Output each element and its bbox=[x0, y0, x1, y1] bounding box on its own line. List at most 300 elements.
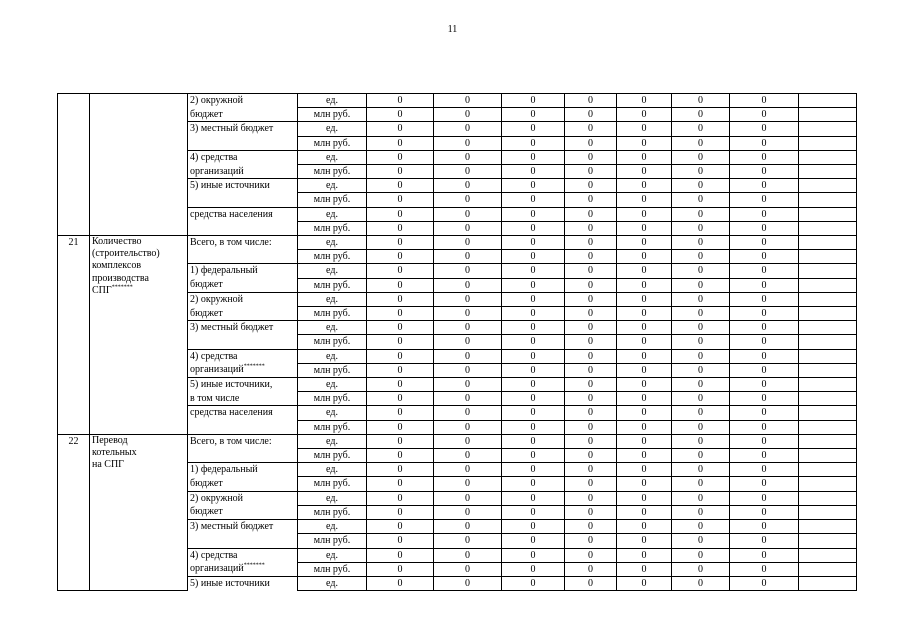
funding-source-cell bbox=[188, 150, 298, 164]
funding-source-cell bbox=[188, 392, 298, 406]
value-cell: 0 bbox=[367, 449, 434, 463]
funding-source-text: Всего, в том числе: bbox=[190, 237, 272, 249]
value-cell: 0 bbox=[617, 576, 672, 590]
value-cell bbox=[799, 434, 857, 448]
value-cell: 0 bbox=[672, 363, 730, 377]
value-cell bbox=[799, 165, 857, 179]
funding-source-text: бюджет bbox=[190, 307, 223, 319]
value-cell: 0 bbox=[565, 250, 617, 264]
unit-cell: ед. bbox=[298, 321, 367, 335]
funding-source-text: бюджет bbox=[190, 279, 223, 291]
value-cell: 0 bbox=[367, 406, 434, 420]
value-cell: 0 bbox=[565, 406, 617, 420]
indicator-text: котельных bbox=[92, 447, 137, 459]
value-cell: 0 bbox=[434, 520, 502, 534]
value-cell: 0 bbox=[617, 150, 672, 164]
unit-cell: млн руб. bbox=[298, 420, 367, 434]
value-cell: 0 bbox=[672, 250, 730, 264]
indicator-text: (строительство) bbox=[92, 248, 160, 260]
value-cell: 0 bbox=[502, 122, 565, 136]
funding-source-cell bbox=[188, 292, 298, 306]
funding-source-cell bbox=[188, 505, 298, 519]
value-cell: 0 bbox=[617, 363, 672, 377]
value-cell: 0 bbox=[367, 179, 434, 193]
value-cell: 0 bbox=[672, 520, 730, 534]
funding-source-cell bbox=[188, 349, 298, 363]
value-cell bbox=[799, 392, 857, 406]
value-cell: 0 bbox=[502, 136, 565, 150]
unit-cell: млн руб. bbox=[298, 363, 367, 377]
value-cell: 0 bbox=[730, 392, 799, 406]
value-cell: 0 bbox=[617, 406, 672, 420]
indicator-line bbox=[92, 236, 185, 248]
value-cell: 0 bbox=[730, 548, 799, 562]
funding-source-cell bbox=[188, 449, 298, 463]
value-cell: 0 bbox=[617, 165, 672, 179]
value-cell: 0 bbox=[434, 307, 502, 321]
unit-cell: млн руб. bbox=[298, 193, 367, 207]
value-cell: 0 bbox=[617, 264, 672, 278]
funding-source-cell bbox=[188, 420, 298, 434]
value-cell: 0 bbox=[730, 193, 799, 207]
indicator-text: Перевод bbox=[92, 434, 128, 446]
unit-cell: ед. bbox=[298, 94, 367, 108]
value-cell: 0 bbox=[672, 122, 730, 136]
value-cell: 0 bbox=[434, 406, 502, 420]
value-cell: 0 bbox=[672, 335, 730, 349]
value-cell: 0 bbox=[565, 534, 617, 548]
indicator-text: комплексов bbox=[92, 260, 142, 272]
value-cell: 0 bbox=[434, 434, 502, 448]
unit-cell: млн руб. bbox=[298, 449, 367, 463]
value-cell: 0 bbox=[672, 576, 730, 590]
value-cell: 0 bbox=[434, 207, 502, 221]
value-cell: 0 bbox=[434, 349, 502, 363]
unit-cell: млн руб. bbox=[298, 392, 367, 406]
value-cell: 0 bbox=[617, 321, 672, 335]
value-cell: 0 bbox=[434, 505, 502, 519]
value-cell: 0 bbox=[672, 534, 730, 548]
value-cell: 0 bbox=[730, 264, 799, 278]
value-cell: 0 bbox=[434, 477, 502, 491]
value-cell: 0 bbox=[565, 150, 617, 164]
value-cell: 0 bbox=[502, 349, 565, 363]
funding-source-cell bbox=[188, 207, 298, 221]
value-cell: 0 bbox=[367, 108, 434, 122]
value-cell: 0 bbox=[730, 122, 799, 136]
funding-source-cell bbox=[188, 463, 298, 477]
value-cell: 0 bbox=[502, 477, 565, 491]
value-cell: 0 bbox=[565, 392, 617, 406]
value-cell: 0 bbox=[367, 165, 434, 179]
value-cell: 0 bbox=[730, 307, 799, 321]
value-cell: 0 bbox=[434, 122, 502, 136]
value-cell: 0 bbox=[672, 505, 730, 519]
value-cell: 0 bbox=[672, 449, 730, 463]
funding-source-cell bbox=[188, 562, 298, 576]
value-cell bbox=[799, 264, 857, 278]
value-cell: 0 bbox=[565, 378, 617, 392]
funding-source-text: 4) средства bbox=[190, 350, 238, 362]
value-cell: 0 bbox=[367, 363, 434, 377]
unit-cell: млн руб. bbox=[298, 307, 367, 321]
value-cell: 0 bbox=[617, 434, 672, 448]
value-cell: 0 bbox=[672, 406, 730, 420]
value-cell: 0 bbox=[617, 505, 672, 519]
value-cell: 0 bbox=[367, 307, 434, 321]
value-cell: 0 bbox=[434, 463, 502, 477]
value-cell bbox=[799, 349, 857, 363]
unit-cell: ед. bbox=[298, 576, 367, 590]
value-cell: 0 bbox=[565, 94, 617, 108]
value-cell: 0 bbox=[367, 349, 434, 363]
value-cell bbox=[799, 94, 857, 108]
value-cell: 0 bbox=[502, 264, 565, 278]
value-cell: 0 bbox=[617, 477, 672, 491]
value-cell: 0 bbox=[617, 420, 672, 434]
value-cell: 0 bbox=[730, 136, 799, 150]
value-cell: 0 bbox=[565, 491, 617, 505]
value-cell: 0 bbox=[565, 349, 617, 363]
value-cell: 0 bbox=[565, 207, 617, 221]
value-cell: 0 bbox=[672, 420, 730, 434]
value-cell: 0 bbox=[672, 165, 730, 179]
value-cell: 0 bbox=[434, 562, 502, 576]
value-cell: 0 bbox=[617, 236, 672, 250]
indicator-line bbox=[92, 435, 185, 447]
funding-source-cell bbox=[188, 321, 298, 335]
row-number-cell bbox=[58, 236, 90, 435]
value-cell: 0 bbox=[730, 236, 799, 250]
value-cell: 0 bbox=[565, 122, 617, 136]
funding-source-text: организаций bbox=[190, 165, 244, 177]
value-cell: 0 bbox=[730, 520, 799, 534]
value-cell: 0 bbox=[730, 491, 799, 505]
value-cell: 0 bbox=[730, 434, 799, 448]
value-cell: 0 bbox=[617, 548, 672, 562]
unit-cell: ед. bbox=[298, 548, 367, 562]
value-cell bbox=[799, 278, 857, 292]
value-cell bbox=[799, 520, 857, 534]
value-cell bbox=[799, 406, 857, 420]
unit-cell: ед. bbox=[298, 434, 367, 448]
indicator-cell bbox=[90, 236, 188, 435]
value-cell: 0 bbox=[617, 307, 672, 321]
value-cell bbox=[799, 378, 857, 392]
value-cell: 0 bbox=[502, 392, 565, 406]
value-cell: 0 bbox=[672, 378, 730, 392]
unit-cell: ед. bbox=[298, 236, 367, 250]
value-cell: 0 bbox=[672, 562, 730, 576]
funding-source-cell bbox=[188, 307, 298, 321]
value-cell bbox=[799, 463, 857, 477]
funding-source-cell bbox=[188, 534, 298, 548]
value-cell: 0 bbox=[672, 392, 730, 406]
indicator-line bbox=[92, 447, 185, 459]
value-cell: 0 bbox=[730, 165, 799, 179]
value-cell: 0 bbox=[672, 491, 730, 505]
funding-source-cell bbox=[188, 378, 298, 392]
funding-source-text: 2) окружной bbox=[190, 95, 244, 106]
value-cell: 0 bbox=[502, 207, 565, 221]
value-cell: 0 bbox=[434, 136, 502, 150]
table-row bbox=[58, 94, 857, 108]
unit-cell: ед. bbox=[298, 207, 367, 221]
value-cell bbox=[799, 250, 857, 264]
value-cell: 0 bbox=[434, 193, 502, 207]
funding-source-text: 2) окружной bbox=[190, 492, 244, 504]
value-cell bbox=[799, 534, 857, 548]
value-cell: 0 bbox=[367, 505, 434, 519]
value-cell: 0 bbox=[565, 449, 617, 463]
value-cell bbox=[799, 548, 857, 562]
value-cell: 0 bbox=[502, 236, 565, 250]
value-cell: 0 bbox=[502, 378, 565, 392]
funding-source-cell bbox=[188, 335, 298, 349]
value-cell: 0 bbox=[434, 264, 502, 278]
value-cell: 0 bbox=[502, 108, 565, 122]
unit-cell: млн руб. bbox=[298, 108, 367, 122]
funding-source-text: 1) федеральный bbox=[190, 265, 258, 277]
value-cell: 0 bbox=[617, 292, 672, 306]
funding-source-cell bbox=[188, 264, 298, 278]
value-cell: 0 bbox=[565, 548, 617, 562]
indicator-line bbox=[92, 273, 185, 285]
value-cell: 0 bbox=[434, 321, 502, 335]
value-cell: 0 bbox=[730, 278, 799, 292]
value-cell: 0 bbox=[672, 548, 730, 562]
value-cell: 0 bbox=[730, 463, 799, 477]
value-cell: 0 bbox=[434, 548, 502, 562]
funding-source-text: 5) иные источники, bbox=[190, 379, 273, 391]
value-cell: 0 bbox=[502, 449, 565, 463]
funding-source-cell bbox=[188, 236, 298, 250]
value-cell: 0 bbox=[565, 562, 617, 576]
value-cell: 0 bbox=[367, 264, 434, 278]
funding-source-cell bbox=[188, 576, 298, 590]
value-cell: 0 bbox=[367, 193, 434, 207]
unit-cell: ед. bbox=[298, 122, 367, 136]
value-cell bbox=[799, 108, 857, 122]
value-cell bbox=[799, 150, 857, 164]
row-number: 22 bbox=[68, 435, 79, 447]
value-cell: 0 bbox=[672, 264, 730, 278]
value-cell: 0 bbox=[730, 420, 799, 434]
value-cell: 0 bbox=[367, 122, 434, 136]
value-cell: 0 bbox=[502, 505, 565, 519]
value-cell: 0 bbox=[367, 94, 434, 108]
funding-source-cell bbox=[188, 122, 298, 136]
value-cell: 0 bbox=[730, 335, 799, 349]
table-row bbox=[58, 434, 857, 448]
unit-cell: млн руб. bbox=[298, 136, 367, 150]
value-cell: 0 bbox=[502, 363, 565, 377]
funding-source-text: 5) иные источники bbox=[190, 180, 270, 192]
indicator-text: на СПГ bbox=[92, 459, 124, 471]
funding-source-text: бюджет bbox=[190, 477, 223, 489]
value-cell: 0 bbox=[565, 292, 617, 306]
value-cell bbox=[799, 221, 857, 235]
value-cell: 0 bbox=[367, 378, 434, 392]
funding-source-text: в том числе bbox=[190, 392, 240, 404]
value-cell: 0 bbox=[434, 221, 502, 235]
value-cell: 0 bbox=[367, 434, 434, 448]
value-cell: 0 bbox=[367, 520, 434, 534]
unit-cell: млн руб. bbox=[298, 250, 367, 264]
value-cell: 0 bbox=[730, 250, 799, 264]
value-cell: 0 bbox=[617, 179, 672, 193]
value-cell: 0 bbox=[367, 576, 434, 590]
value-cell: 0 bbox=[434, 576, 502, 590]
funding-source-cell bbox=[188, 250, 298, 264]
value-cell: 0 bbox=[672, 193, 730, 207]
value-cell: 0 bbox=[617, 122, 672, 136]
budget-table bbox=[57, 93, 857, 591]
value-cell: 0 bbox=[730, 108, 799, 122]
funding-source-cell bbox=[188, 221, 298, 235]
value-cell: 0 bbox=[565, 434, 617, 448]
value-cell: 0 bbox=[502, 193, 565, 207]
value-cell: 0 bbox=[502, 534, 565, 548]
value-cell: 0 bbox=[672, 292, 730, 306]
row-number: 21 bbox=[68, 237, 79, 249]
value-cell: 0 bbox=[565, 179, 617, 193]
value-cell: 0 bbox=[434, 534, 502, 548]
value-cell: 0 bbox=[730, 505, 799, 519]
value-cell: 0 bbox=[367, 221, 434, 235]
value-cell: 0 bbox=[617, 278, 672, 292]
value-cell: 0 bbox=[565, 335, 617, 349]
funding-source-cell bbox=[188, 434, 298, 448]
value-cell: 0 bbox=[617, 94, 672, 108]
value-cell: 0 bbox=[434, 392, 502, 406]
funding-source-cell bbox=[188, 363, 298, 377]
value-cell: 0 bbox=[502, 221, 565, 235]
value-cell: 0 bbox=[617, 349, 672, 363]
value-cell bbox=[799, 576, 857, 590]
unit-cell: ед. bbox=[298, 520, 367, 534]
value-cell: 0 bbox=[502, 576, 565, 590]
value-cell: 0 bbox=[617, 250, 672, 264]
unit-cell: ед. bbox=[298, 179, 367, 193]
value-cell bbox=[799, 321, 857, 335]
value-cell: 0 bbox=[367, 278, 434, 292]
value-cell: 0 bbox=[502, 94, 565, 108]
indicator-line bbox=[92, 459, 185, 471]
value-cell bbox=[799, 491, 857, 505]
unit-cell: млн руб. bbox=[298, 165, 367, 179]
value-cell: 0 bbox=[565, 307, 617, 321]
value-cell: 0 bbox=[672, 236, 730, 250]
value-cell: 0 bbox=[730, 534, 799, 548]
footnote-marker: ******* bbox=[243, 562, 265, 569]
value-cell: 0 bbox=[367, 136, 434, 150]
value-cell bbox=[799, 122, 857, 136]
indicator-cell bbox=[90, 434, 188, 590]
value-cell: 0 bbox=[502, 307, 565, 321]
value-cell: 0 bbox=[367, 207, 434, 221]
funding-source-cell bbox=[188, 520, 298, 534]
indicator-cell bbox=[90, 94, 188, 236]
value-cell: 0 bbox=[672, 321, 730, 335]
value-cell bbox=[799, 179, 857, 193]
page-number: 11 bbox=[447, 24, 458, 35]
funding-source-cell bbox=[188, 136, 298, 150]
value-cell: 0 bbox=[367, 491, 434, 505]
unit-cell: млн руб. bbox=[298, 335, 367, 349]
value-cell: 0 bbox=[565, 420, 617, 434]
unit-cell: млн руб. bbox=[298, 534, 367, 548]
value-cell: 0 bbox=[730, 221, 799, 235]
value-cell bbox=[799, 193, 857, 207]
value-cell: 0 bbox=[730, 576, 799, 590]
value-cell bbox=[799, 292, 857, 306]
value-cell: 0 bbox=[730, 321, 799, 335]
value-cell: 0 bbox=[434, 378, 502, 392]
value-cell: 0 bbox=[672, 307, 730, 321]
value-cell: 0 bbox=[565, 463, 617, 477]
funding-source-text: бюджет bbox=[190, 506, 223, 518]
value-cell: 0 bbox=[565, 193, 617, 207]
value-cell: 0 bbox=[434, 250, 502, 264]
value-cell: 0 bbox=[565, 236, 617, 250]
value-cell: 0 bbox=[730, 179, 799, 193]
value-cell: 0 bbox=[565, 321, 617, 335]
value-cell bbox=[799, 505, 857, 519]
value-cell bbox=[799, 477, 857, 491]
funding-source-cell bbox=[188, 278, 298, 292]
value-cell: 0 bbox=[672, 207, 730, 221]
funding-source-text: организаций bbox=[190, 563, 244, 575]
funding-source-text: бюджет bbox=[190, 108, 223, 120]
funding-source-cell bbox=[188, 165, 298, 179]
value-cell: 0 bbox=[434, 278, 502, 292]
unit-cell: млн руб. bbox=[298, 278, 367, 292]
value-cell: 0 bbox=[367, 477, 434, 491]
value-cell: 0 bbox=[672, 349, 730, 363]
unit-cell: ед. bbox=[298, 463, 367, 477]
row-number-cell bbox=[58, 94, 90, 236]
value-cell: 0 bbox=[565, 477, 617, 491]
value-cell bbox=[799, 236, 857, 250]
value-cell: 0 bbox=[617, 491, 672, 505]
funding-source-text: 4) средства bbox=[190, 151, 238, 163]
value-cell: 0 bbox=[367, 463, 434, 477]
value-cell: 0 bbox=[367, 250, 434, 264]
value-cell bbox=[799, 136, 857, 150]
unit-cell: млн руб. bbox=[298, 562, 367, 576]
value-cell: 0 bbox=[617, 378, 672, 392]
funding-source-cell bbox=[188, 406, 298, 420]
value-cell: 0 bbox=[672, 278, 730, 292]
value-cell: 0 bbox=[672, 477, 730, 491]
value-cell: 0 bbox=[565, 136, 617, 150]
funding-source-text: 3) местный бюджет bbox=[190, 322, 274, 334]
value-cell: 0 bbox=[502, 406, 565, 420]
unit-cell: млн руб. bbox=[298, 221, 367, 235]
value-cell: 0 bbox=[617, 449, 672, 463]
value-cell: 0 bbox=[367, 534, 434, 548]
indicator-line bbox=[92, 248, 185, 260]
value-cell: 0 bbox=[730, 292, 799, 306]
value-cell: 0 bbox=[672, 150, 730, 164]
value-cell: 0 bbox=[367, 420, 434, 434]
funding-source-cell bbox=[188, 179, 298, 193]
funding-source-text: Всего, в том числе: bbox=[190, 435, 272, 447]
value-cell: 0 bbox=[617, 207, 672, 221]
value-cell: 0 bbox=[617, 193, 672, 207]
funding-source-cell bbox=[188, 108, 298, 122]
